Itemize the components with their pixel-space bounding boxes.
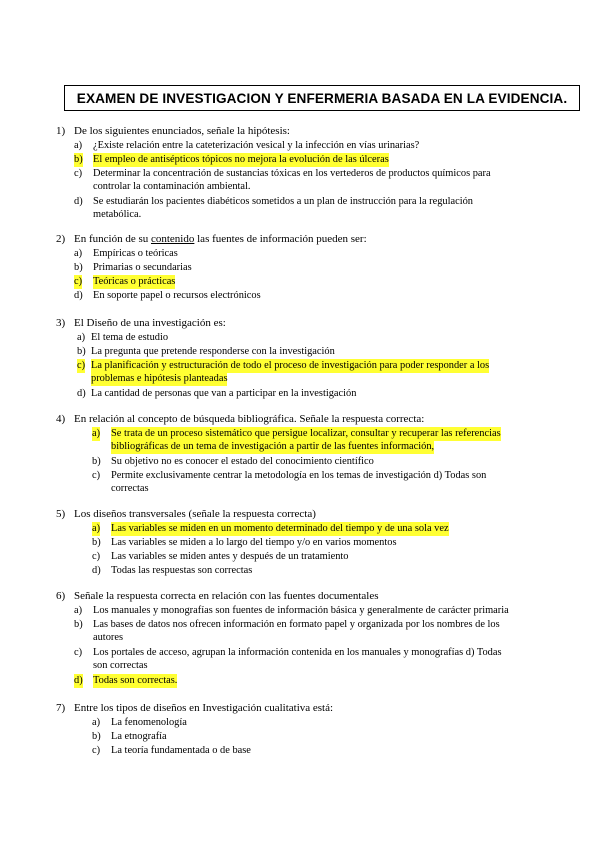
- option-letter: b): [74, 619, 83, 630]
- option-text-highlighted: Todas son correctas.: [93, 675, 178, 686]
- question-text: [74, 233, 367, 247]
- option-letter: d): [92, 565, 101, 576]
- option-letter: b): [77, 346, 86, 357]
- text-part: las fuentes de información pueden ser:: [194, 233, 367, 245]
- option-letter: c): [74, 647, 83, 658]
- option-text: Las variables se miden a lo largo del tiempo y/o en varios momentos: [111, 537, 397, 548]
- option-letter: b): [74, 262, 83, 273]
- option-letter: a): [77, 332, 86, 343]
- option-text: La fenomenología: [111, 717, 187, 728]
- option-text: Empíricas o teóricas: [93, 248, 178, 259]
- option-letter: a): [92, 523, 101, 534]
- option-text: La pregunta que pretende responderse con la investigación: [91, 346, 335, 357]
- option-letter: a): [74, 140, 83, 151]
- question-text: En relación al concepto de búsqueda bibliográfica. Señale la respuesta correcta:: [74, 413, 425, 425]
- option-letter: a): [74, 248, 83, 259]
- option-text-cont: controlar la contaminación ambiental.: [93, 181, 251, 192]
- question-number: 4): [56, 413, 66, 425]
- option-letter: b): [92, 731, 101, 742]
- question-number: 1): [56, 125, 66, 137]
- option-letter: a): [74, 605, 83, 616]
- option-letter: a): [92, 717, 101, 728]
- option-text-cont: correctas: [111, 483, 149, 494]
- option-letter: c): [92, 745, 101, 756]
- option-text-highlighted-cont: problemas e hipótesis planteadas: [91, 373, 228, 384]
- option-text: Su objetivo no es conocer el estado del conocimiento científico: [111, 456, 374, 467]
- option-text: Se estudiarán los pacientes diabéticos sometidos a un plan de instrucción para la regulación: [93, 196, 474, 207]
- option-text-highlighted: El empleo de antisépticos tópicos no mejora la evolución de las úlceras: [93, 154, 389, 165]
- question-text: El Diseño de una investigación es:: [74, 317, 226, 329]
- option-text-highlighted-cont: bibliográficas de un tema de investigación a partir de las fuentes información,: [111, 441, 435, 452]
- option-letter: b): [74, 154, 83, 165]
- question-text: De los siguientes enunciados, señale la hipótesis:: [74, 125, 290, 137]
- option-text: La cantidad de personas que van a participar en la investigación: [91, 388, 357, 399]
- option-text: La etnografía: [111, 731, 167, 742]
- question-text: Los diseños transversales (señale la respuesta correcta): [74, 508, 316, 520]
- option-letter: b): [92, 456, 101, 467]
- option-text-highlighted: La planificación y estructuración de todo el proceso de investigación para poder responder a los: [91, 360, 490, 371]
- option-text: La teoría fundamentada o de base: [111, 745, 251, 756]
- option-text-highlighted: Las variables se miden en un momento determinado del tiempo y de una sola vez: [111, 523, 449, 534]
- option-letter: c): [92, 470, 101, 481]
- option-text: Los manuales y monografías son fuentes de información básica y generalmente de carácter primaria: [93, 605, 509, 616]
- option-text: Las variables se miden antes y después de un tratamiento: [111, 551, 349, 562]
- option-text: Determinar la concentración de sustancias tóxicas en los vertederos de productos químicos para: [93, 168, 491, 179]
- option-text: El tema de estudio: [91, 332, 169, 343]
- option-letter: c): [74, 276, 83, 287]
- option-letter: d): [74, 196, 83, 207]
- option-letter: a): [92, 428, 101, 439]
- option-text: Permite exclusivamente centrar la metodología en los temas de investigación d) Todas son: [111, 470, 487, 481]
- question-number: 2): [56, 233, 66, 245]
- option-letter: d): [74, 290, 83, 301]
- question-number: 7): [56, 702, 66, 714]
- option-text-highlighted: Se trata de un proceso sistemático que persigue localizar, consultar y recuperar las referencias: [111, 428, 501, 439]
- option-letter: d): [77, 388, 86, 399]
- question-number: 5): [56, 508, 66, 520]
- option-text-cont: son correctas: [93, 660, 148, 671]
- title-box: [64, 85, 580, 111]
- option-text-cont: metabólica.: [93, 209, 142, 220]
- underlined-word: contenido: [150, 233, 195, 245]
- text-part: En función de su: [74, 233, 151, 245]
- question-text: Señale la respuesta correcta en relación con las fuentes documentales: [74, 590, 379, 602]
- option-letter: d): [74, 675, 83, 686]
- question-number: 6): [56, 590, 66, 602]
- option-text: En soporte papel o recursos electrónicos: [93, 290, 261, 301]
- option-text: Los portales de acceso, agrupan la información contenida en los manuales y monografías d) Todas: [93, 647, 502, 658]
- option-letter: c): [77, 360, 86, 371]
- option-letter: c): [92, 551, 101, 562]
- option-letter: c): [74, 168, 83, 179]
- option-letter: b): [92, 537, 101, 548]
- option-text: Todas las respuestas son correctas: [111, 565, 253, 576]
- option-text-highlighted: Teóricas o prácticas: [93, 276, 176, 287]
- option-text: ¿Existe relación entre la cateterización vesical y la infección en vías urinarias?: [93, 140, 420, 151]
- question-text: Entre los tipos de diseños en Investigación cualitativa está:: [74, 702, 334, 714]
- exam-title: EXAMEN DE INVESTIGACION Y ENFERMERIA BASADA EN LA EVIDENCIA.: [76, 90, 568, 106]
- question-number: 3): [56, 317, 66, 329]
- option-text: Las bases de datos nos ofrecen información en formato papel y organizada por los nombres de los: [93, 619, 500, 630]
- option-text: Primarias o secundarias: [93, 262, 192, 273]
- option-text-cont: autores: [93, 632, 124, 643]
